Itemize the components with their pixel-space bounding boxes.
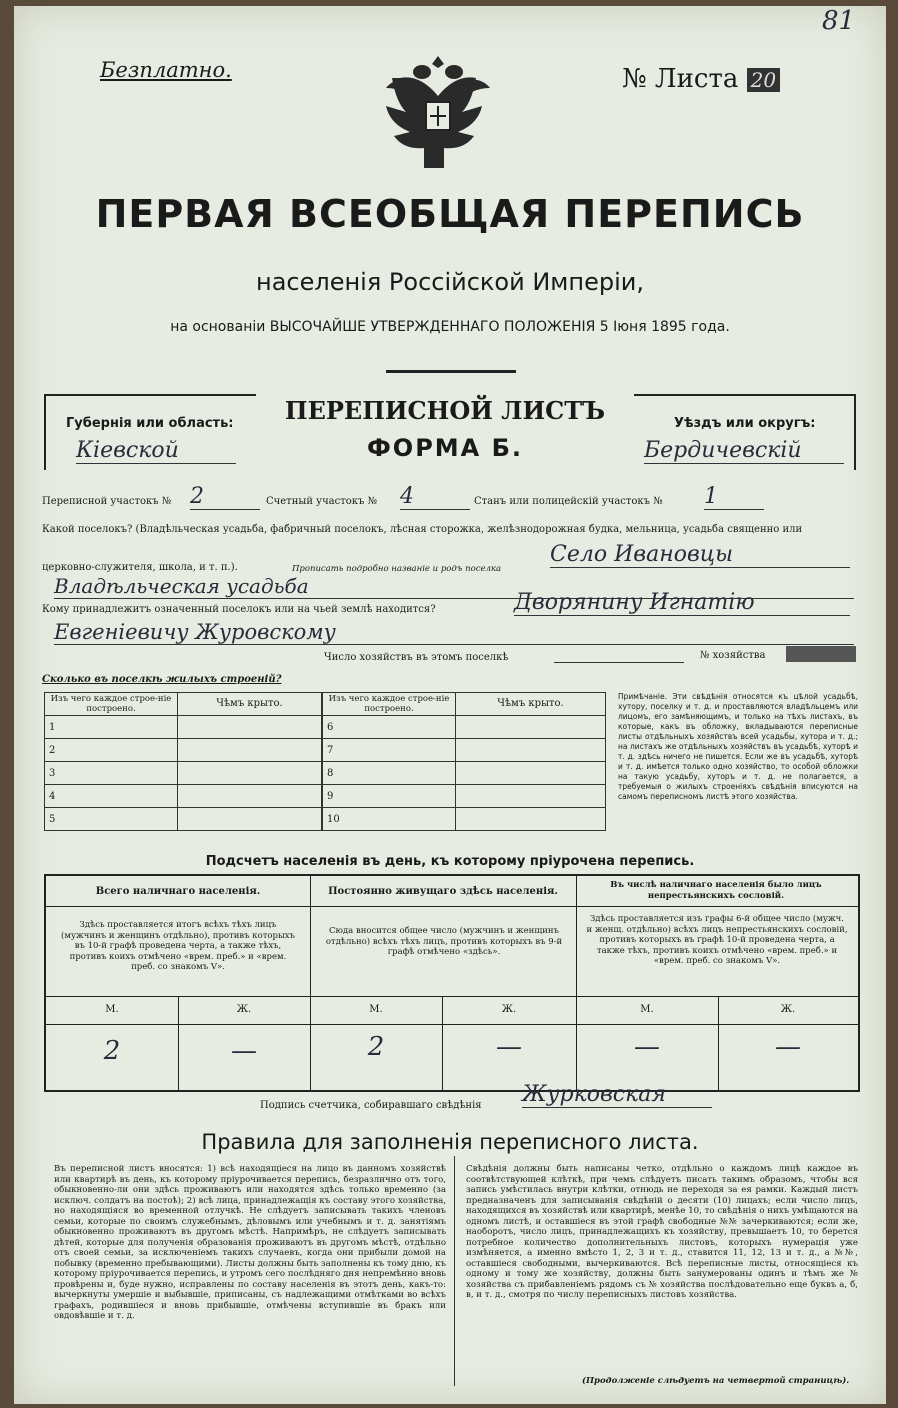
col3-header: Въ числѣ наличнаго населенія было лицъ непрестьянскихъ сословій.	[610, 880, 822, 901]
household-number-label: № хозяйства	[700, 650, 766, 661]
bt-row-num: 8	[323, 762, 456, 785]
bt-row-num: 9	[323, 785, 456, 808]
col1-m-label: М.	[105, 1004, 119, 1015]
uezd-label: Уѣздъ или округъ:	[674, 416, 816, 431]
police-district-value: 1	[704, 484, 764, 510]
count-table	[44, 874, 860, 1092]
col2-m-value: 2	[367, 1032, 385, 1062]
bt-row-num: 7	[323, 739, 456, 762]
rules-title: Правила для заполненія переписного листа.	[201, 1130, 699, 1154]
bt-row-num: 5	[45, 808, 178, 831]
col3-zh-label: Ж.	[780, 1004, 796, 1015]
col1-zh-value: —	[231, 1036, 257, 1066]
col2-m-label: М.	[369, 1004, 383, 1015]
bt-head-material: Изъ чего каждое строе-ніе построено.	[45, 693, 178, 716]
col1-header: Всего наличнаго населенія.	[95, 886, 261, 897]
rules-left-text: Въ переписной листъ вносятся: 1) всѣ находящіеся на лицо въ данномъ хозяйствѣ или квартирѣ въ день, къ которому пріурочивается перепись, безразлично отъ того, обыкновенно-ли они здѣсь проживаютъ или находятся здѣсь только временно (за исключ. солдатъ на постоѣ); 2) всѣ лица, принадлежащія къ составу этого хозяйства, но находящіяся во временной отлучкѣ. Не слѣдуетъ записывать такихъ членовъ семьи, которые по своимъ служебнымъ, дѣловымъ или учебнымъ и т. д. занятіямъ обыкновенно проживаютъ въ другомъ мѣстѣ. Напримѣръ, не слѣдуетъ записывать дѣтей, которые для полученія образованія проживаютъ въ другомъ мѣстѣ, отдѣльно отъ своей семьи, за исключеніемъ такихъ случаевъ, когда они прибыли домой на побывку (временно пребывающими). Листы должны быть заполнены къ тому дню, къ которому пріурочивается перепись, и утромъ сего послѣдняго дня непремѣнно вновь провѣрены и, буде нужно, исправлены по составу населенія въ этотъ день, какъ-то: вычеркнуты умершіе и выбывшіе, приписаны, съ надлежащими отмѣтками во всѣхъ графахъ, родившіеся и вновь прибывшіе, отмѣчены вступившіе въ бракъ или овдовѣвшіе и т. д.	[54, 1164, 446, 1321]
buildings-note: Примѣчаніе. Эти свѣдѣнія относятся къ цѣлой усадьбѣ, хутору, поселку и т. д. и проставляются владѣльцемъ или лицомъ, его замѣняющимъ, и только на тѣхъ листахъ, въ которые, какъ въ обложку, вкладываются переписные листы отдѣльныхъ хозяйствъ всей усадьбы, хутора и т. д.; на листахъ же отдѣльныхъ хозяйствъ въ усадьбѣ, хуторѣ и т. д. здѣсь ничего не пишется. Если же въ усадьбѣ, хуторѣ и т. д. имѣется только одно хозяйство, то особой обложки на такую усадьбу, хуторъ и т. д. не полагается, а требуемыя о жилыхъ строеніяхъ свѣдѣнія вписуются на самомъ переписномъ листѣ этого хозяйства.	[618, 692, 858, 801]
households-label: Число хозяйствъ въ этомъ поселкѣ	[324, 652, 509, 663]
bt-head-material: Изъ чего каждое строе-ніе построено.	[323, 693, 456, 716]
col3-m-label: М.	[640, 1004, 654, 1015]
col1-m-value: 2	[103, 1036, 121, 1066]
form-title: ПЕРЕПИСНОЙ ЛИСТЪ	[284, 396, 606, 425]
owner-question: Кому принадлежитъ означенный поселокъ или на чьей землѣ находится?	[42, 604, 436, 615]
count-district-label: Счетный участокъ №	[266, 496, 378, 507]
col3-zh-value: —	[775, 1032, 801, 1062]
settlement-question-2: церковно-служителя, школа, и т. п.).	[42, 562, 238, 573]
settlement-value-1: Село Ивановцы	[550, 542, 850, 568]
col2-header: Постоянно живущаго здѣсь населенія.	[328, 886, 558, 897]
imperial-eagle-emblem	[370, 50, 506, 186]
sheet-number-label: № Листа 20	[622, 64, 780, 94]
col1-zh-label: Ж.	[236, 1004, 252, 1015]
basis-line: на основаніи ВЫСОЧАЙШЕ УТВЕРЖДЕННАГО ПОЛОЖЕНІЯ 5 Іюня 1895 года.	[170, 319, 730, 335]
bt-row-num: 10	[323, 808, 456, 831]
form-b-label: ФОРМА Б.	[366, 434, 523, 462]
bt-head-roof: Чѣмъ крыто.	[456, 693, 606, 716]
gubernia-label: Губернія или область:	[66, 416, 234, 431]
settlement-value-2: Владѣльческая усадьба	[54, 574, 854, 599]
owner-value-1: Дворянину Игнатію	[514, 590, 850, 616]
page-subtitle: населенія Россійской Имперіи,	[256, 268, 644, 296]
gubernia-value: Кіевской	[76, 438, 236, 464]
bt-row-num: 4	[45, 785, 178, 808]
page-title: ПЕРВАЯ ВСЕОБЩАЯ ПЕРЕПИСЬ	[95, 192, 805, 236]
sheet-number-value: 20	[747, 68, 780, 92]
bt-row-num: 6	[323, 716, 456, 739]
corner-page-number: 81	[822, 6, 856, 36]
signature-value: Журковская	[522, 1082, 712, 1108]
count-district-value: 4	[400, 484, 470, 510]
census-district-label: Переписной участокъ №	[42, 496, 172, 507]
col1-text: Здѣсь проставляется итогъ всѣхъ тѣхъ лицъ (мужчинъ и женщинъ отдѣльно), противъ которыхъ въ 10-й графѣ проведена черта, а также тѣхъ, противъ коихъ отмѣчено «врем. преб.» и «врем. преб. со знакомъ V».	[61, 920, 295, 972]
census-district-value: 2	[190, 484, 260, 510]
bt-row-num: 2	[45, 739, 178, 762]
buildings-table-left	[44, 692, 322, 831]
continued-note: (Продолженіе слѣдуетъ на четвертой страницѣ).	[582, 1376, 850, 1386]
col2-zh-value: —	[496, 1032, 522, 1062]
col3-text: Здѣсь проставляется изъ графы 6-й общее число (мужч. и женщ. отдѣльно) всѣхъ лицъ непрестьянскихъ сословій, противъ которыхъ въ графѣ 10-й проведена черта, а также тѣхъ, противъ коихъ отмѣчено «врем. преб.» и «врем. преб. со знакомъ V».	[586, 914, 848, 966]
buildings-table-right	[322, 692, 606, 831]
rules-right-text: Свѣдѣнія должны быть написаны четко, отдѣльно о каждомъ лицѣ каждое въ соотвѣтствующей клѣткѣ, при чемъ слѣдуетъ писать такимъ образомъ, чтобы вся запись умѣстилась внутри клѣтки, отнюдь не переходя за ея рамки. Каждый листъ предназначенъ для записыванія свѣдѣній о десяти (10) лицахъ; если число лицъ, находящихся въ хозяйствѣ или квартирѣ, менѣе 10, то свѣдѣнія о нихъ умѣщаются на одномъ листѣ, и оставшіеся въ этой графѣ свободные №№ зачеркиваются; если же, наоборотъ, число лицъ, принадлежащихъ къ хозяйству, превышаетъ 10, то берется потребное количество дополнительныхъ листовъ, которыхъ нумерація уже измѣняется, а именно вмѣсто 1, 2, 3 и т. д., ставится 11, 12, 13 и т. д., а №№, оставшіеся свободными, вычеркиваются. Всѣ переписные листы, относящіеся къ одному и тому же хозяйству, должны быть занумерованы одинъ и тѣмъ же № хозяйства съ прибавленіемъ рядомъ съ № хозяйства послѣдовательно еще буквъ а, б, в, и т. д., смотря по числу переписныхъ листовъ хозяйства.	[466, 1164, 858, 1300]
bt-row-num: 1	[45, 716, 178, 739]
police-district-label: Станъ или полицейскій участокъ №	[474, 496, 663, 507]
count-section-title: Подсчетъ населенія въ день, къ которому пріурочена перепись.	[205, 854, 695, 869]
bt-head-roof: Чѣмъ крыто.	[178, 693, 322, 716]
census-sheet	[14, 6, 886, 1404]
signature-label: Подпись счетчика, собиравшаго свѣдѣнія	[260, 1100, 482, 1111]
buildings-label: Сколько въ поселкѣ жилыхъ строеній?	[42, 674, 282, 685]
divider	[386, 370, 516, 373]
household-number-redacted	[786, 646, 856, 662]
settlement-hint: Прописать подробно названіе и родъ поселка	[292, 564, 502, 574]
owner-value-2: Евгеніевичу Журовскому	[54, 620, 854, 645]
uezd-value: Бердичевскій	[644, 438, 844, 464]
gubernia-box	[44, 394, 256, 470]
uezd-box	[634, 394, 856, 470]
settlement-question: Какой поселокъ? (Владѣльческая усадьба, фабричный поселокъ, лѣсная сторожка, желѣзнодорожная будка, мельница, усадьба священно или	[42, 524, 803, 535]
rules-divider	[454, 1156, 455, 1386]
col3-m-value: —	[634, 1032, 660, 1062]
bt-row-num: 3	[45, 762, 178, 785]
free-label: Безплатно.	[100, 58, 232, 82]
col2-text: Сюда вносится общее число (мужчинъ и женщинъ отдѣльно) всѣхъ тѣхъ лицъ, противъ которыхъ въ 9-й графѣ отмѣчено «здѣсь».	[325, 926, 563, 957]
col2-zh-label: Ж.	[501, 1004, 517, 1015]
